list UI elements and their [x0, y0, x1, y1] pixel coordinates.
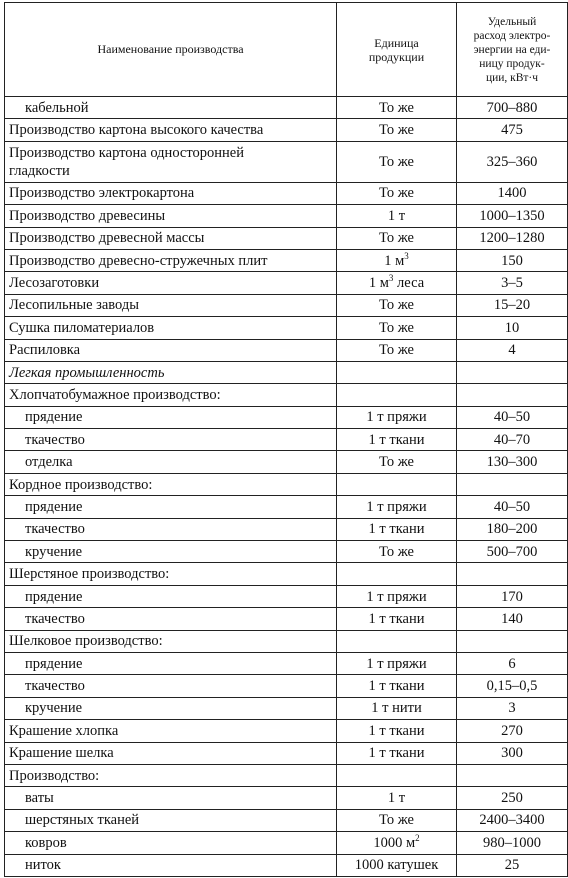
row-name: шерстяных тканей: [5, 809, 337, 831]
row-value: 500–700: [457, 541, 568, 563]
row-unit: [337, 249, 457, 271]
row-unit: 1 т ткани: [337, 608, 457, 630]
row-name: [5, 141, 337, 182]
row-value: 4: [457, 339, 568, 361]
row-name: ниток: [5, 854, 337, 876]
row-unit: 1 т ткани: [337, 720, 457, 742]
row-unit: То же: [337, 97, 457, 119]
row-value: 270: [457, 720, 568, 742]
row-unit-base: 1 м: [368, 275, 389, 292]
table-row: [5, 675, 568, 697]
row-name: ткачество: [5, 518, 337, 540]
row-unit-base: 1000 м: [373, 834, 416, 851]
row-unit: 1 т ткани: [337, 518, 457, 540]
row-value: 25: [457, 854, 568, 876]
group-row: [5, 630, 568, 652]
table-row: [5, 809, 568, 831]
row-name: прядение: [5, 406, 337, 428]
row-unit: То же: [337, 317, 457, 339]
table-row: [5, 249, 568, 271]
group-row: [5, 563, 568, 585]
table-row: [5, 406, 568, 428]
row-name: Лесозаготовки: [5, 272, 337, 294]
header-value-line-3: энергии на еди-: [473, 43, 551, 56]
row-unit: 1 т ткани: [337, 429, 457, 451]
table-row: [5, 585, 568, 607]
row-name: Производство древесной массы: [5, 227, 337, 249]
row-value: 1400: [457, 182, 568, 204]
row-unit: То же: [337, 294, 457, 316]
row-name: Распиловка: [5, 339, 337, 361]
row-name-line-1: Производство картона односторонней: [9, 144, 244, 161]
row-unit: 1 т ткани: [337, 675, 457, 697]
table-row: [5, 119, 568, 141]
row-unit-superscript: 3: [388, 273, 394, 284]
row-name: ваты: [5, 787, 337, 809]
header-value-line-5: ции, кВт·ч: [485, 71, 539, 84]
row-unit: То же: [337, 809, 457, 831]
table-row: [5, 854, 568, 876]
row-name: прядение: [5, 496, 337, 518]
group-row: [5, 764, 568, 786]
header-unit-line-1: Единица: [374, 35, 419, 50]
header-unit: [337, 3, 457, 97]
row-unit: [337, 361, 457, 383]
table-row: [5, 652, 568, 674]
row-value: 1200–1280: [457, 227, 568, 249]
row-name: отделка: [5, 451, 337, 473]
row-value: 2400–3400: [457, 809, 568, 831]
row-name: ткачество: [5, 608, 337, 630]
row-unit: 1 т пряжи: [337, 496, 457, 518]
table-row: [5, 496, 568, 518]
row-name: Производство картона высокого качества: [5, 119, 337, 141]
table-row: [5, 97, 568, 119]
row-value: 6: [457, 652, 568, 674]
table-row: [5, 608, 568, 630]
table-row: [5, 720, 568, 742]
row-unit: 1 т нити: [337, 697, 457, 719]
row-name: Лесопильные заводы: [5, 294, 337, 316]
row-name: кручение: [5, 541, 337, 563]
header-specific-consumption: [457, 3, 568, 97]
header-unit-line-2: продукции: [368, 49, 425, 64]
row-value: 170: [457, 585, 568, 607]
table-row: [5, 451, 568, 473]
table-header: [5, 3, 568, 97]
header-value-line-2: расход электро-: [473, 29, 551, 42]
row-unit: 1 т ткани: [337, 742, 457, 764]
row-unit: [337, 832, 457, 854]
row-value: 3: [457, 697, 568, 719]
group-title: Кордное производство:: [5, 473, 337, 495]
row-unit: 1 т: [337, 787, 457, 809]
table-row: [5, 141, 568, 182]
row-value: 3–5: [457, 272, 568, 294]
row-unit: То же: [337, 541, 457, 563]
row-value: 40–70: [457, 429, 568, 451]
group-title: Шерстяное производство:: [5, 563, 337, 585]
row-unit-base: 1 м: [384, 252, 405, 269]
table-row: [5, 742, 568, 764]
row-name: прядение: [5, 652, 337, 674]
row-value: 1000–1350: [457, 205, 568, 227]
row-unit: [337, 563, 457, 585]
row-unit: То же: [337, 182, 457, 204]
row-value: 10: [457, 317, 568, 339]
group-row: [5, 473, 568, 495]
row-unit-superscript: 3: [404, 250, 409, 261]
row-name-line-2: гладкости: [9, 162, 70, 179]
row-value: 40–50: [457, 496, 568, 518]
header-value-line-1: Удельный: [487, 15, 537, 28]
row-name: Производство электрокартона: [5, 182, 337, 204]
row-name: кабельной: [5, 97, 337, 119]
row-value: 15–20: [457, 294, 568, 316]
row-unit: [337, 272, 457, 294]
row-value: [457, 361, 568, 383]
row-value: 180–200: [457, 518, 568, 540]
row-name: Крашение хлопка: [5, 720, 337, 742]
row-value: 300: [457, 742, 568, 764]
row-value: [457, 384, 568, 406]
row-unit: То же: [337, 227, 457, 249]
row-name: Сушка пиломатериалов: [5, 317, 337, 339]
row-unit: [337, 384, 457, 406]
row-value: 130–300: [457, 451, 568, 473]
row-unit: [337, 764, 457, 786]
row-value: 700–880: [457, 97, 568, 119]
table-row: [5, 697, 568, 719]
row-value: 40–50: [457, 406, 568, 428]
header-production-name: Наименование производства: [5, 3, 337, 97]
table-row: [5, 518, 568, 540]
row-value: 0,15–0,5: [457, 675, 568, 697]
row-unit: 1 т пряжи: [337, 585, 457, 607]
row-value: [457, 473, 568, 495]
table-row: [5, 317, 568, 339]
table-row: [5, 205, 568, 227]
group-row: [5, 384, 568, 406]
row-unit: 1 т: [337, 205, 457, 227]
row-unit: 1 т пряжи: [337, 406, 457, 428]
header-value-line-4: ницу продук-: [479, 57, 545, 70]
row-value: [457, 563, 568, 585]
row-value: 980–1000: [457, 832, 568, 854]
table-row: [5, 339, 568, 361]
row-unit: То же: [337, 119, 457, 141]
row-name: кручение: [5, 697, 337, 719]
row-name: ткачество: [5, 429, 337, 451]
row-name: Крашение шелка: [5, 742, 337, 764]
row-unit: 1 т пряжи: [337, 652, 457, 674]
table-row: [5, 294, 568, 316]
table-row: [5, 787, 568, 809]
row-name: прядение: [5, 585, 337, 607]
row-unit: 1000 катушек: [337, 854, 457, 876]
table-row: [5, 541, 568, 563]
row-value: 250: [457, 787, 568, 809]
table-row: [5, 832, 568, 854]
table-body: [5, 97, 568, 877]
table-row: [5, 272, 568, 294]
section-title: Легкая промышленность: [5, 361, 337, 383]
table-row: [5, 182, 568, 204]
row-name: Производство древесины: [5, 205, 337, 227]
row-unit: То же: [337, 339, 457, 361]
row-unit-tail: леса: [393, 275, 425, 292]
group-title: Хлопчатобумажное производство:: [5, 384, 337, 406]
row-value: 325–360: [457, 141, 568, 182]
row-unit: То же: [337, 141, 457, 182]
row-value: 150: [457, 249, 568, 271]
row-value: 475: [457, 119, 568, 141]
row-unit: [337, 630, 457, 652]
row-value: [457, 764, 568, 786]
row-name: ткачество: [5, 675, 337, 697]
row-unit: [337, 473, 457, 495]
group-title: Шелковое производство:: [5, 630, 337, 652]
energy-consumption-table: [4, 2, 568, 877]
group-title: Производство:: [5, 764, 337, 786]
row-name: ковров: [5, 832, 337, 854]
table-row: [5, 227, 568, 249]
row-unit: То же: [337, 451, 457, 473]
section-row: [5, 361, 568, 383]
row-value: 140: [457, 608, 568, 630]
table-row: [5, 429, 568, 451]
row-value: [457, 630, 568, 652]
row-name: Производство древесно-стружечных плит: [5, 249, 337, 271]
row-unit-superscript: 2: [415, 832, 420, 843]
